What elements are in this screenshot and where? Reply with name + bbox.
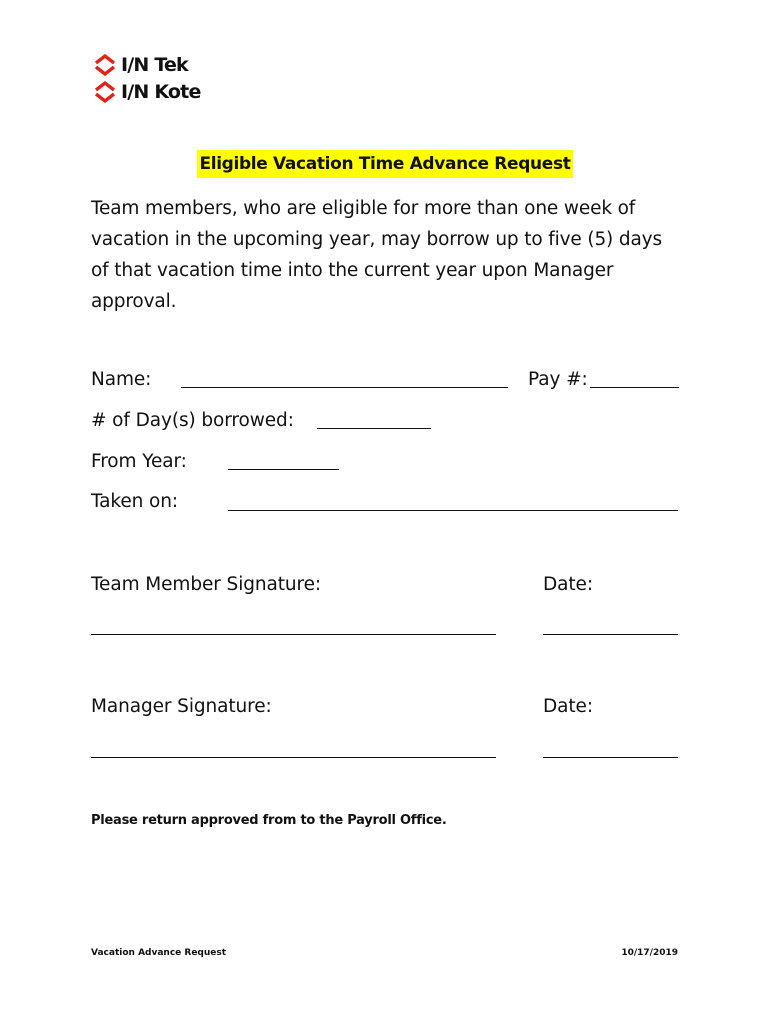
pay-number-field[interactable] [590,387,679,388]
form-title-wrapper [0,150,770,178]
manager-date-field[interactable] [543,757,678,758]
team-member-signature-field[interactable] [91,634,496,635]
intro-line: vacation in the upcoming year, may borrow up to five (5) days [91,229,662,250]
from-year-field[interactable] [228,469,339,470]
pay-number-label: Pay #: [528,369,588,390]
intro-line: Team members, who are eligible for more than one week of [91,198,636,219]
form-title: Eligible Vacation Time Advance Request [197,150,572,178]
logo-intek [93,53,188,77]
logo-intek-text: I/N Tek [121,54,188,76]
footer-date: 10/17/2019 [621,948,678,958]
intro-line: of that vacation time into the current year upon Manager [91,260,614,281]
from-year-label: From Year: [91,451,187,472]
logo-inkote [93,80,201,104]
team-member-signature-label: Team Member Signature: [91,574,322,595]
intro-paragraph [91,193,691,317]
days-borrowed-field[interactable] [317,428,431,429]
return-note: Please return approved from to the Payroll Office. [91,813,447,828]
logo-inkote-text: I/N Kote [121,81,201,103]
manager-signature-field[interactable] [91,757,496,758]
name-field[interactable] [181,387,508,388]
inkote-logo-icon [93,80,117,104]
team-member-date-field[interactable] [543,634,678,635]
manager-date-label: Date: [543,696,593,717]
team-member-date-label: Date: [543,574,593,595]
days-borrowed-label: # of Day(s) borrowed: [91,410,294,431]
name-label: Name: [91,369,152,390]
manager-signature-label: Manager Signature: [91,696,272,717]
intek-logo-icon [93,53,117,77]
footer-document-name: Vacation Advance Request [91,948,227,958]
taken-on-label: Taken on: [91,491,178,512]
intro-line: approval. [91,291,177,312]
taken-on-field[interactable] [228,510,678,511]
